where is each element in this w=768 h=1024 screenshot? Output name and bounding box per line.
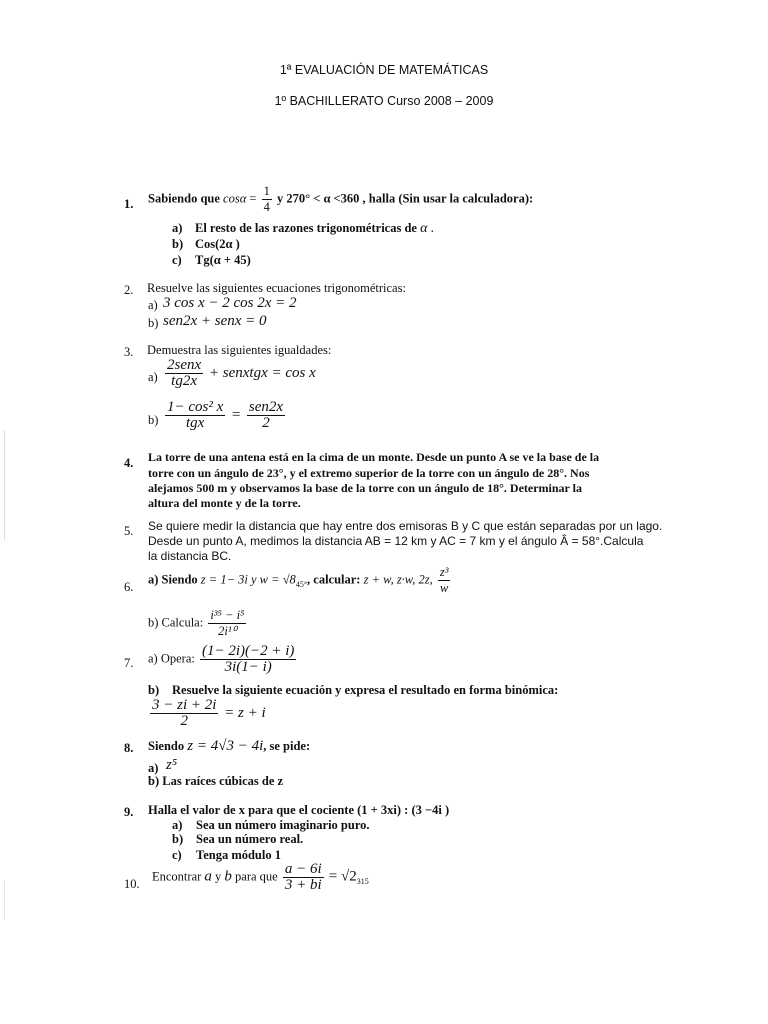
fraction: $\frac{\text{i³⁵ − i⁵}}{\text{2i¹⁰}}$ bbox=[210, 608, 245, 638]
scan-margin-line bbox=[4, 880, 5, 920]
option-text: Sea un número real. bbox=[196, 832, 304, 846]
fraction: $\frac{a - 6i}{3 + bi}$ bbox=[284, 861, 322, 893]
question-statement: b) Calcula: $\frac{\text{i³⁵ − i⁵}}{\text{2i¹⁰}}$ bbox=[148, 608, 245, 638]
question-number: 2. bbox=[124, 283, 134, 297]
question-number: 9. bbox=[124, 805, 134, 819]
text-line: la distancia BC. bbox=[148, 549, 232, 563]
fraction: $\frac{\text{sen2x}}{2}$ bbox=[248, 399, 284, 431]
question-number: 6. bbox=[124, 580, 134, 594]
fraction: $\frac{1}{4}$ bbox=[263, 184, 270, 214]
option-label: b) bbox=[148, 413, 159, 427]
text-line: La torre de una antena está en la cima de un monte. Desde un punto A se ve la base de la bbox=[148, 450, 600, 464]
option-label: b) bbox=[172, 832, 184, 846]
text-line: Desde un punto A, medimos la distancia AB = 12 km y AC = 7 km y el ángulo Â = 58°.Calcula bbox=[148, 534, 644, 548]
question-statement: Demuestra las siguientes igualdades: bbox=[147, 343, 332, 357]
question-statement: Sabiendo que cosα = $\frac{1}{4}$ y 270° < α <360 , halla (Sin usar la calculadora): bbox=[148, 184, 534, 214]
text-line: Se quiere medir la distancia que hay entre dos emisoras B y C que están separadas por un lago. bbox=[148, 519, 663, 533]
fraction: $\frac{\text{2senx}}{tg2x}$ bbox=[167, 357, 202, 389]
equation: sen2x + senx = 0 bbox=[163, 313, 267, 329]
identity: $\frac{\text{2senx}}{tg2x}$ + senxtgx = cos x bbox=[167, 357, 316, 389]
option-text: Cos(2α ) bbox=[195, 237, 240, 251]
option-label: a) bbox=[172, 818, 183, 832]
question-number: 7. bbox=[124, 656, 134, 670]
question-statement: Encontrar a y b para que $\frac{a - 6i}{3 + bi}$ = $√2_{315}$ bbox=[152, 861, 369, 893]
option-text: Resuelve la siguiente ecuación y expresa el resultado en forma binómica: bbox=[172, 683, 559, 697]
question-number: 5. bbox=[124, 524, 134, 538]
question-number: 3. bbox=[124, 345, 134, 359]
page-title: 1ª EVALUACIÓN DE MATEMÁTICAS bbox=[279, 63, 489, 77]
option-text: Sea un número imaginario puro. bbox=[196, 818, 370, 832]
option-label: b) bbox=[148, 683, 160, 697]
option-label: c) bbox=[172, 253, 182, 267]
question-number: 10. bbox=[124, 877, 140, 891]
identity: $\frac{\text{1− cos² x}}{\text{tgx}}$ = $\frac{\text{sen2x}}{2}$ bbox=[167, 399, 284, 431]
option-text: Tg(α + 45) bbox=[195, 253, 251, 267]
question-statement: Resuelve las siguientes ecuaciones trigonométricas: bbox=[147, 281, 406, 295]
question-statement: Siendo z = 4√3 − 4i, se pide: bbox=[148, 738, 311, 754]
option-label: a) bbox=[148, 370, 158, 384]
option-text: b) Las raíces cúbicas de z bbox=[148, 774, 284, 788]
option-label: c) bbox=[172, 848, 182, 862]
option-text: El resto de las razones trigonométricas de α . bbox=[195, 221, 435, 236]
fraction: $\frac{(1- 2i)(-2 + i)}{3i(1- i)}$ bbox=[201, 643, 295, 675]
question-statement: a) Siendo z = 1− 3i y $w = √8_{45^\circ}$, calcular: z + w, z·w, 2z, $\frac{\text{z³}}{w}$ bbox=[148, 565, 449, 595]
text-line: altura del monte y de la torre. bbox=[148, 496, 301, 510]
question-number: 4. bbox=[124, 456, 134, 470]
question-statement: a) Opera: $\frac{(1- 2i)(-2 + i)}{3i(1- i)}$ bbox=[148, 643, 295, 675]
scan-margin-line bbox=[4, 430, 5, 540]
question-number: 8. bbox=[124, 741, 134, 755]
question-number: 1. bbox=[124, 197, 134, 211]
text-line: alejamos 500 m y observamos la base de la torre con un ángulo de 18°. Determinar la bbox=[148, 481, 582, 495]
equation: z⁵ bbox=[166, 757, 178, 773]
question-statement: Halla el valor de x para que el cociente (1 + 3xi) : (3 −4i ) bbox=[148, 803, 450, 817]
page-subtitle: 1º BACHILLERATO Curso 2008 – 2009 bbox=[274, 94, 494, 108]
fraction: $\frac{\text{1− cos² x}}{\text{tgx}}$ bbox=[167, 399, 224, 431]
option-text: Tenga módulo 1 bbox=[196, 848, 281, 862]
option-label: a) bbox=[148, 761, 159, 775]
equation: 3 cos x − 2 cos 2x = 2 bbox=[163, 295, 297, 311]
fraction: $\frac{\text{z³}}{w}$ bbox=[439, 565, 449, 595]
equation: $\frac{3 - zi + 2i}{2}$ = z + i bbox=[152, 697, 266, 729]
option-label: a) bbox=[172, 221, 183, 235]
text-line: torre con un ángulo de 23°, y el extremo superior de la torre con un ángulo de 28°. Nos bbox=[148, 466, 590, 480]
fraction: $\frac{3 - zi + 2i}{2}$ bbox=[152, 697, 217, 729]
option-label: b) bbox=[172, 237, 184, 251]
option-label: b) bbox=[148, 316, 159, 330]
option-label: a) bbox=[148, 298, 158, 312]
